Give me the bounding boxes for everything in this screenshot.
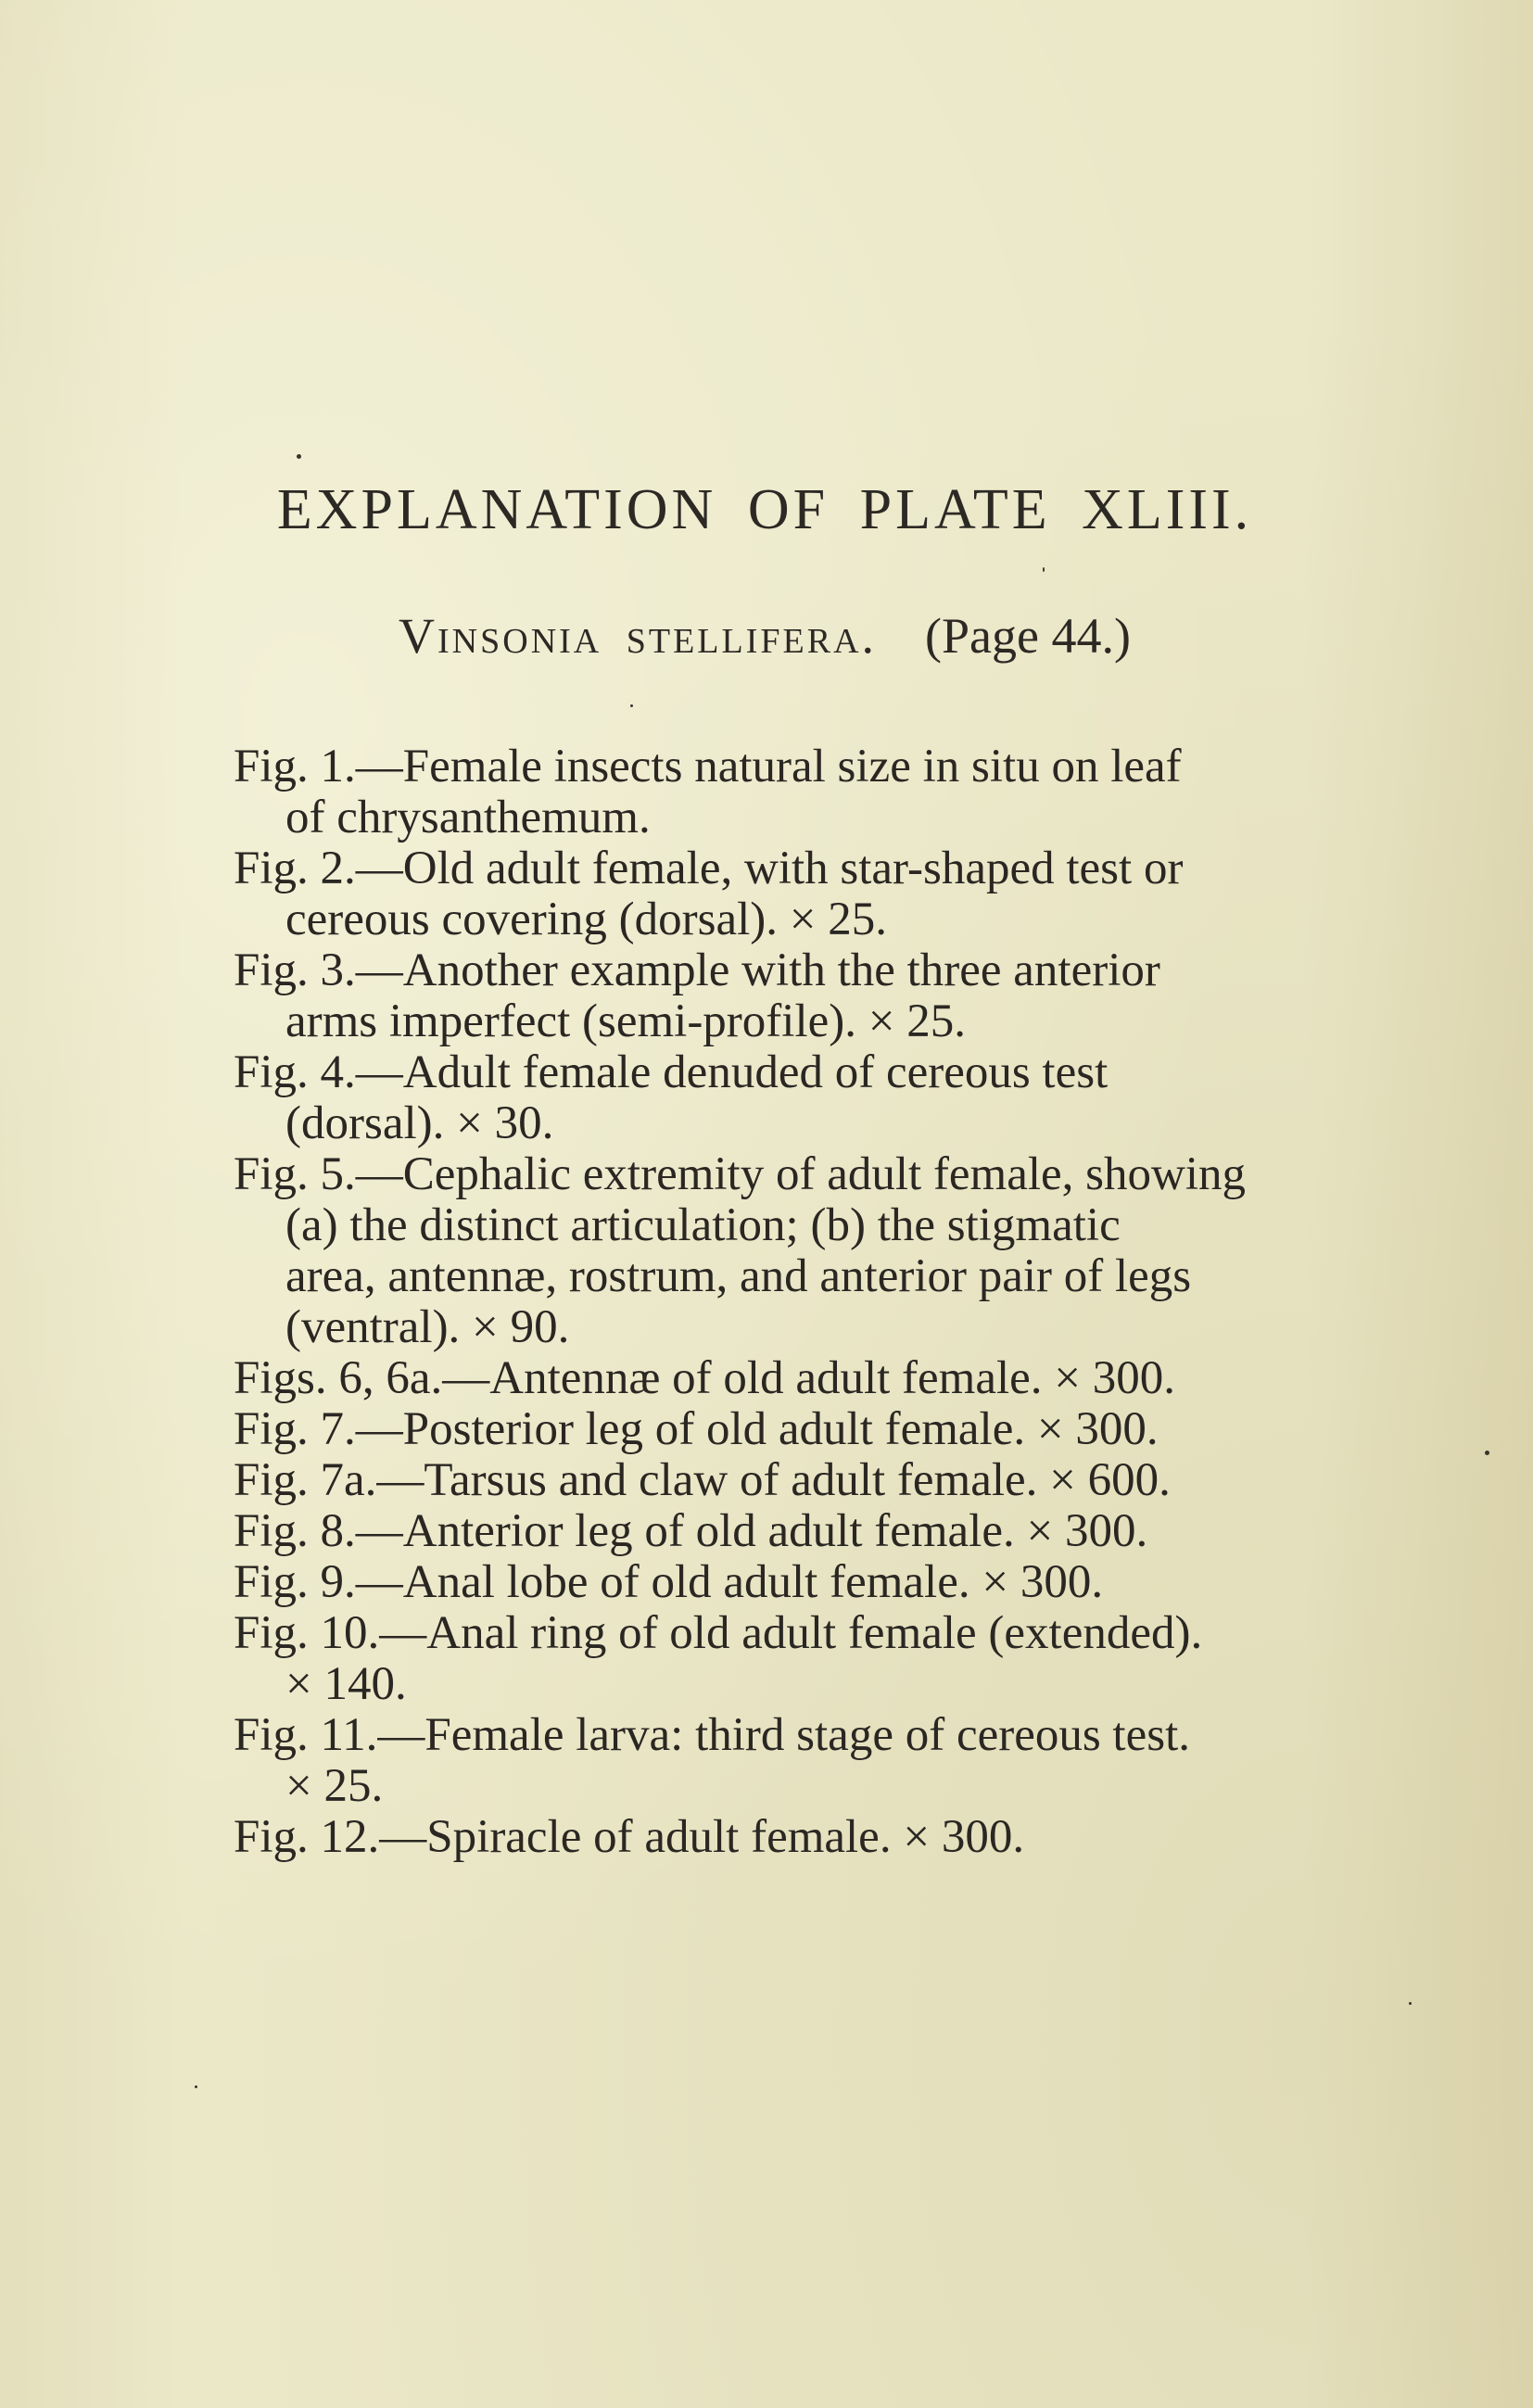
figure-line: Fig. 9.—Anal lobe of old adult female. × 300. (234, 1556, 1104, 1608)
figure-line: Fig. 7a.—Tarsus and claw of adult female. × 600. (234, 1454, 1171, 1506)
figure-line: Fig. 3.—Another example with the three anterior (234, 944, 1160, 996)
figure-line: × 25. (285, 1760, 384, 1812)
plate-subtitle (232, 607, 1298, 665)
species-name: Vinsonia stellifera. (399, 608, 878, 664)
figure-line: area, antennæ, rostrum, and anterior pair of legs (285, 1250, 1192, 1302)
paper-speck (297, 454, 301, 459)
plate-title: EXPLANATION OF PLATE XLIII. (276, 478, 1253, 541)
figure-line: of chrysanthemum. (285, 792, 651, 843)
figure-line: Fig. 4.—Adult female denuded of cereous test (234, 1046, 1109, 1098)
figure-line: Fig. 5.—Cephalic extremity of adult female, showing (234, 1148, 1247, 1200)
figure-explanations (234, 741, 1413, 1863)
figure-line: Fig. 10.—Anal ring of old adult female (extended). (234, 1607, 1203, 1659)
figure-line: cereous covering (dorsal). × 25. (285, 893, 888, 945)
page-reference: (Page 44.) (925, 608, 1131, 664)
figure-line: Figs. 6, 6a.—Antennæ of old adult female. × 300. (234, 1352, 1176, 1404)
paper-speck (195, 2085, 197, 2088)
paper-speck (1485, 1451, 1489, 1455)
paper-speck (630, 704, 633, 707)
figure-line: (ventral). × 90. (285, 1301, 570, 1353)
paper-speck (1409, 2002, 1412, 2005)
figure-line: (a) the distinct articulation; (b) the stigmatic (285, 1199, 1121, 1251)
figure-line: Fig. 11.—Female larva: third stage of cereous test. (234, 1709, 1191, 1761)
figure-line: Fig. 1.—Female insects natural size in situ on leaf (234, 741, 1182, 792)
figure-line: Fig. 8.—Anterior leg of old adult female. × 300. (234, 1505, 1148, 1557)
figure-line: Fig. 12.—Spiracle of adult female. × 300. (234, 1811, 1025, 1863)
figure-line: Fig. 7.—Posterior leg of old adult female. × 300. (234, 1403, 1159, 1455)
figure-line: (dorsal). × 30. (285, 1097, 554, 1149)
figure-line: arms imperfect (semi-profile). × 25. (285, 995, 966, 1047)
paper-speck (1043, 567, 1045, 572)
figure-line: Fig. 2.—Old adult female, with star-shaped test or (234, 843, 1184, 894)
figure-line: × 140. (285, 1658, 407, 1710)
